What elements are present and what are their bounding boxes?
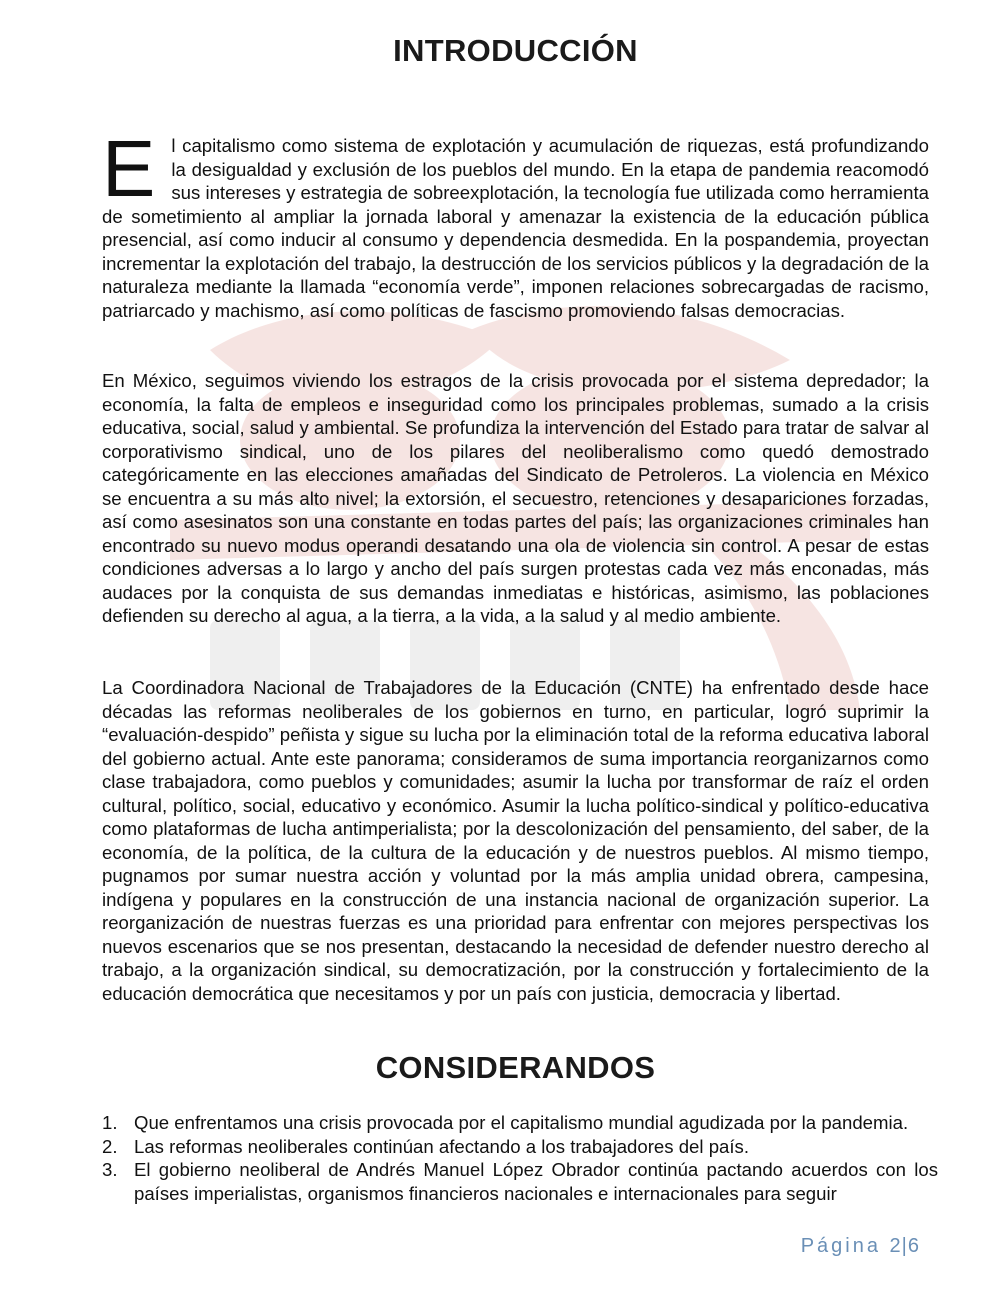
page-separator: |	[901, 1235, 908, 1257]
drop-cap: E	[102, 124, 156, 213]
intro-paragraph-1-text: l capitalismo como sistema de explotación y acumulación de riquezas, está profundizando la desigualdad y exclusión de los pueblos del mundo. En la etapa de pandemia reacomodó sus intereses y estrategia de sobreexplotación, la tecnología fue utilizada como herramienta de sometimiento al ampliar la jornada laboral y amenazar la existencia de la educación pública presencial, así como inducir al consumo y dependencia desmedida. En la pospandemia, proyectan incrementar la explotación del trabajo, la destrucción de los servicios públicos y la degradación de la naturaleza mediante la llamada “economía verde”, imponen relaciones sobrecargadas de racismo, patriarcado y machismo, así como políticas de fascismo promoviendo falsas democracias.	[102, 135, 929, 321]
list-item-text: El gobierno neoliberal de Andrés Manuel López Obrador continúa pactando acuerdos con los países imperialistas, organismos financieros nacionales e internacionales para seguir	[134, 1159, 938, 1204]
intro-paragraph-1	[102, 124, 929, 322]
list-item-number: 1.	[102, 1112, 118, 1133]
page-number-total: 6	[907, 1235, 920, 1257]
list-item-number: 2.	[102, 1135, 118, 1157]
intro-paragraph-3: La Coordinadora Nacional de Trabajadores de la Educación (CNTE) ha enfrentado desde hace décadas las reformas neoliberales de los gobiernos en turno, en particular, logró suprimir la “evaluación-despido” peñista y sigue su lucha por la eliminación total de la reforma educativa laboral del gobierno actual. Ante este panorama; consideramos de suma importancia reorganizarnos como clase trabajadora, como pueblos y comunidades; asumir la lucha por transformar de raíz el orden cultural, político, social, educativo y económico. Asumir la lucha político-sindical y político-educativa como plataformas de lucha antimperialista; por la descolonización del pensamiento, del saber, de la economía, de la política, de la cultura de la educación y de nuestros pueblos. Al mismo tiempo, pugnamos por sumar nuestra acción y voluntad por la más amplia unidad obrera, campesina, indígena y populares en la construcción de una instancia nacional de organización superior. La reorganización de nuestras fuerzas es una prioridad para enfrentar con mejores perspectivas los nuevos escenarios que se nos presentan, destacando la necesidad de defender nuestro derecho al trabajo, a la organización sindical, su democratización, por la construcción y fortalecimiento de la educación democrática que necesitamos y por un país con justicia, democracia y libertad.	[102, 677, 929, 1004]
section-title-considerations: CONSIDERANDOS	[375, 1050, 656, 1085]
intro-paragraph-2: En México, seguimos viviendo los estragos de la crisis provocada por el sistema depredador; la economía, la falta de empleos e inseguridad como los principales problemas, sumado a la crisis educativa, social, salud y ambiental. Se profundiza la intervención del Estado para tratar de salvar al corporativismo sindical, uno de los pilares del neoliberalismo como quedó demostrado categóricamente en las elecciones amañadas del Sindicato de Petroleros. La violencia en México se encuentra a su más alto nivel; la extorsión, el secuestro, retenciones y desapariciones forzadas, así como asesinatos son una constante en todas partes del país; las organizaciones criminales han encontrado su nuevo modus operandi desatando una ola de violencia sin control. A pesar de estas condiciones adversas a lo largo y ancho del país surgen protestas cada vez más enconadas, más audaces por la conquista de sus demandas inmediatas e históricas, asimismo, las poblaciones defienden su derecho al agua, a la tierra, a la vida, a la salud y al medio ambiente.	[102, 370, 929, 626]
list-item-text: Que enfrentamos una crisis provocada por el capitalismo mundial agudizada por la pandemia.	[134, 1112, 909, 1133]
page-number-current: 2	[889, 1235, 902, 1257]
page-label: Página	[800, 1235, 881, 1257]
list-item	[102, 1135, 938, 1159]
list-item	[102, 1158, 938, 1205]
considerations-list	[102, 1111, 938, 1205]
page-footer	[801, 1235, 920, 1258]
list-item-number: 3.	[102, 1159, 118, 1180]
list-item	[102, 1111, 938, 1135]
list-item-text: Las reformas neoliberales continúan afectando a los trabajadores del país.	[134, 1135, 750, 1157]
section-title-introduction: INTRODUCCIÓN	[393, 33, 638, 68]
